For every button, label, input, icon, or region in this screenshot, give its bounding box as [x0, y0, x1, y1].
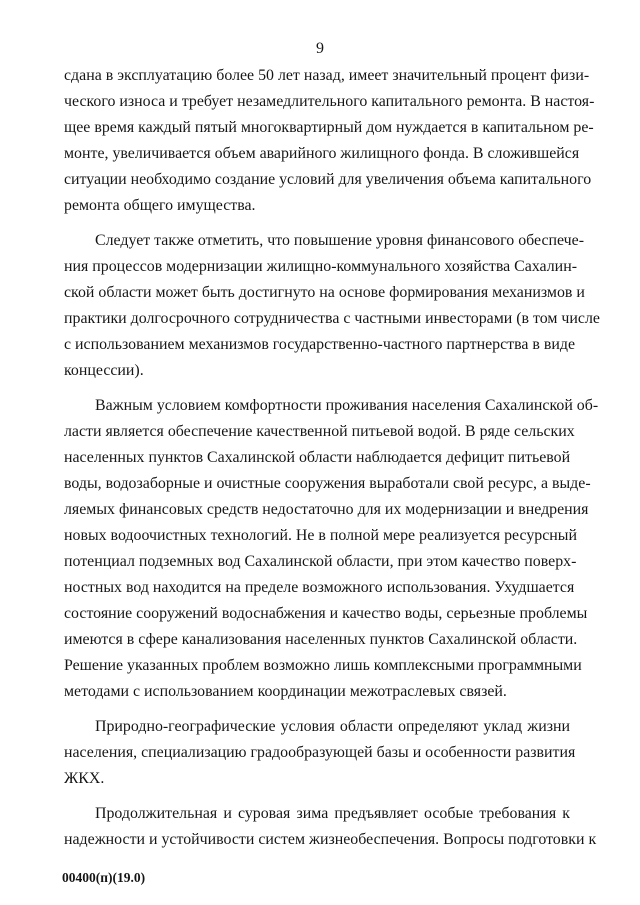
paragraph-3 [64, 393, 599, 705]
paragraph-1 [64, 63, 595, 219]
text-line: надежности и устойчивости систем жизнеобеспечения. Вопросы подготовки к [64, 831, 597, 848]
text-line: Природно-географические условия области определяют уклад жизни [95, 718, 570, 735]
text-line: населенных пунктов Сахалинской области наблюдается дефицит питьевой [64, 449, 571, 466]
text-line: с использованием механизмов государственно-частного партнерства в виде [64, 336, 576, 353]
text-line: методами с использованием координации межотраслевых связей. [64, 683, 507, 700]
text-line: ласти является обеспечение качественной питьевой водой. В ряде сельских [64, 423, 575, 440]
text-line: практики долгосрочного сотрудничества с частными инвесторами (в том числе [64, 310, 600, 327]
text-line: сдана в эксплуатацию более 50 лет назад, имеет значительный процент физи- [64, 67, 590, 84]
text-line: потенциал подземных вод Сахалинской области, при этом качество поверх- [64, 553, 577, 570]
text-line: монте, увеличивается объем аварийного жилищного фонда. В сложившейся [64, 145, 580, 162]
text-line: ляемых финансовых средств недостаточно для их модернизации и внедрения [64, 501, 589, 518]
text-line: состояние сооружений водоснабжения и качество воды, серьезные проблемы [64, 605, 588, 622]
text-line: воды, водозаборные и очистные сооружения выработали свой ресурс, а выде- [64, 475, 591, 492]
paragraph-2 [64, 228, 600, 384]
text-line: ремонта общего имущества. [64, 197, 256, 214]
text-line: ческого износа и требует незамедлительного капитального ремонта. В настоя- [64, 93, 595, 110]
text-line: населения, специализацию градообразующей базы и особенности развития [64, 744, 576, 761]
paragraph-4 [64, 714, 576, 792]
text-line: ситуации необходимо создание условий для увеличения объема капитального [64, 171, 592, 188]
text-line: Решение указанных проблем возможно лишь комплексными программными [64, 657, 582, 674]
document-code: 00400(п)(19.0) [62, 870, 146, 885]
text-line: ностных вод находится на пределе возможного использования. Ухудшается [64, 579, 575, 596]
text-line: Следует также отметить, что повышение уровня финансового обеспече- [95, 232, 585, 249]
text-line: ЖКХ. [64, 770, 105, 787]
body-text [64, 63, 600, 853]
text-line: имеются в сфере канализования населенных пунктов Сахалинской области. [64, 631, 578, 648]
text-line: ской области может быть достигнуто на основе формирования механизмов и [64, 284, 585, 301]
text-line: Важным условием комфортности проживания населения Сахалинской об- [95, 397, 599, 414]
text-line: новых водоочистных технологий. Не в полной мере реализуется ресурсный [64, 527, 577, 544]
text-line: ния процессов модернизации жилищно-коммунального хозяйства Сахалин- [64, 258, 577, 275]
text-line: щее время каждый пятый многоквартирный дом нуждается в капитальном ре- [64, 119, 594, 136]
paragraph-5 [64, 801, 597, 853]
text-line: концессии). [64, 362, 144, 379]
page-number: 9 [316, 40, 324, 57]
text-line: Продолжительная и суровая зима предъявляет особые требования к [95, 805, 570, 822]
